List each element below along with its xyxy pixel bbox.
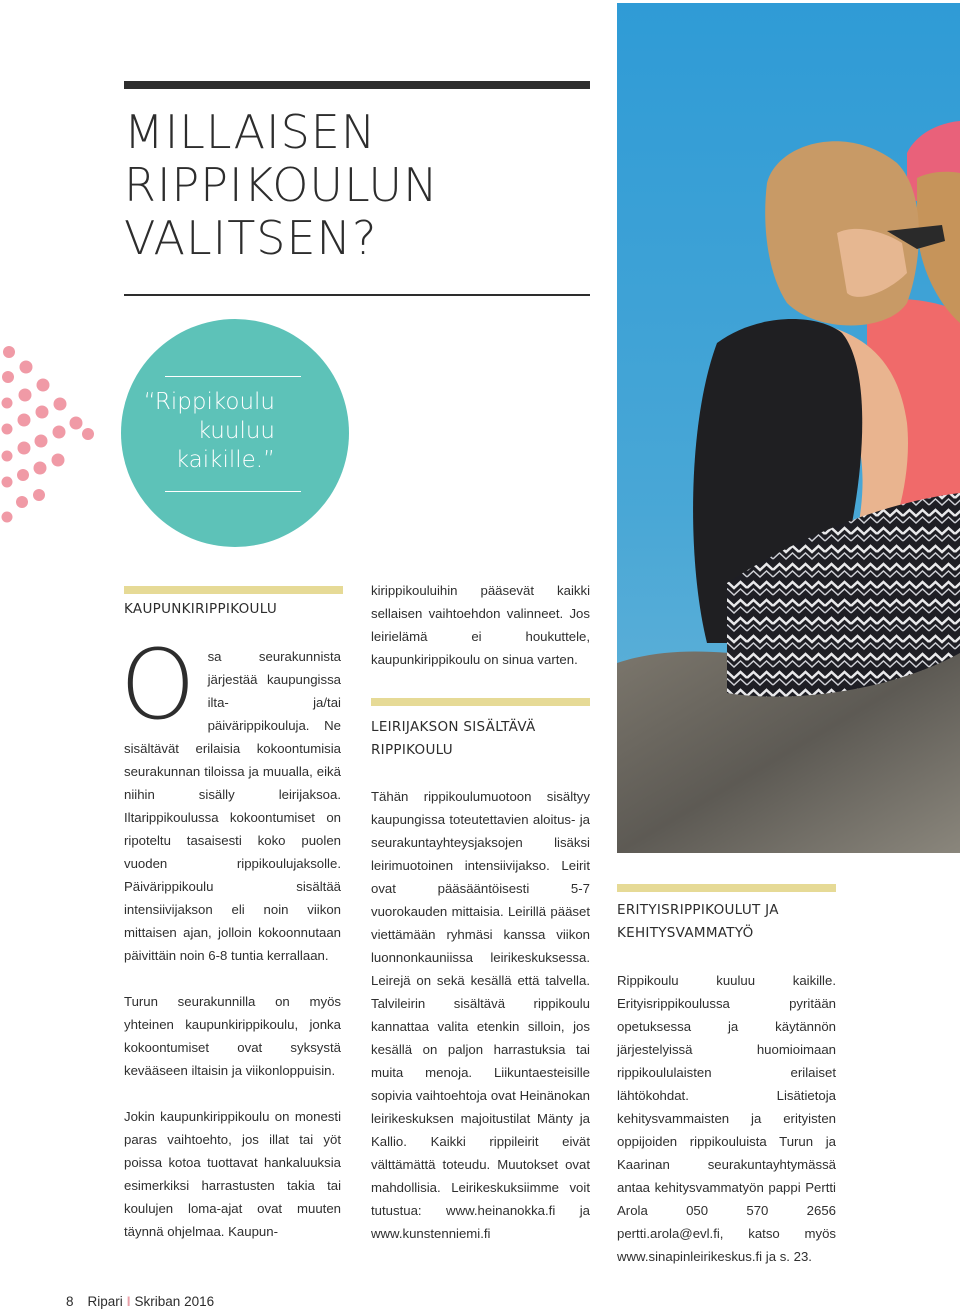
paragraph: Tähän rippikoulumuotoon sisältyy kaupungissa toteutettavien aloitus- ja seurakuntayhteysjaksojen lisäksi leirimuotoinen intensiivijakso. Leirit ovat pääsääntöisesti 5-7 vuorokauden mittaisia. Leirillä pääset viettämään ryhmäsi kanssa viikon luonnonkauniissa leirikeskuksessa. Leirejä on sekä kesällä että talvella. Talvileirin sisältävä rippikoulu kannattaa valita etenkin silloin, jos kesällä on paljon harrastuksia tai muita menoja. Liikuntaesteisille sopivia vaihtoehtoja ovat Heinänokan leirikeskuksen majoitustilat Mänty ja Kallio. Kaikki rippileirit eivät välttämättä toteudu. Muutokset ovat mahdollisia. Leirikeskuksiimme voit tutustua: www.heinanokka.fi ja www.kunstenniemi.fi [371, 789, 590, 1241]
drop-cap: O [120, 629, 196, 741]
decorative-dots [0, 340, 110, 530]
paragraph: Rippikoulu kuuluu kaikille. Erityisrippikoulussa pyritään opetuksessa ja käytännön järjestelyissä huomioimaan rippikoululaisten erilaiset lähtökohdat. Lisätietoja kehitysvammaisten ja erityisten oppijoiden rippikouluista Turun ja Kaarinan seurakuntayhtymässä antaa kehitysvammatyön pappi Pertti Arola 050 570 2656 pertti.arola@evl.fi, katso myös www.sinapinleirikeskus.fi ja s. 23. [617, 973, 836, 1264]
paragraph [120, 629, 341, 967]
page-footer [66, 1294, 214, 1309]
footer-separator: I [126, 1294, 131, 1309]
title-bottom-rule [124, 294, 590, 296]
pull-quote: “Rippikoulu kuuluu kaikille.” [143, 389, 275, 473]
paragraph: Jokin kaupunkirippikoulu on monesti paras vaihtoehto, jos illat tai yöt poissa kotoa tuottavat hankaluuksia esimerkiksi harrastusten takia tai koulujen loma-ajat ovat muuten täynnä ohjelmaa. Kaupun- [124, 1109, 341, 1239]
page-number: 8 [66, 1294, 74, 1309]
column-3 [617, 969, 836, 1268]
page-title: MILLAISEN RIPPIKOULUN VALITSEN? [124, 105, 439, 265]
publication-name: Ripari [87, 1294, 123, 1309]
section-heading-leirijakso: LEIRIJAKSON SISÄLTÄVÄ RIPPIKOULU [371, 719, 536, 758]
paragraph: kirippikouluihin pääsevät kaikki sellaisen vaihtoehdon valinneet. Jos leirielämä ei houkuttele, kaupunkirippikoulu on sinua varten. [371, 583, 590, 667]
section-bar-kaupunkirippikoulu [124, 586, 343, 594]
column-2 [371, 785, 590, 1245]
section-bar-leirijakso [371, 698, 590, 706]
paragraph: Turun seurakunnilla on myös yhteinen kaupunkirippikoulu, jonka kokoontumiset ovat syksystä kevääseen iltaisin ja viikonloppuisin. [124, 994, 341, 1078]
issue-name: Skriban 2016 [134, 1294, 215, 1309]
quote-top-rule [165, 376, 301, 377]
section-heading-kaupunkirippikoulu: KAUPUNKIRIPPIKOULU [124, 601, 278, 617]
quote-circle [121, 319, 349, 547]
section-bar-erityisrippikoulut [617, 884, 836, 892]
paragraph-text: sa seurakunnista järjestää kaupungissa ilta- ja/tai päivärippikouluja. Ne sisältävät erilaisia kokoontumisia seurakunnan tiloissa ja muualla, eikä niihin sisälly leirijaksoa. Iltarippikoulussa kokoontumiset on ripoteltu tasaisesti koko puolen vuoden rippikoulujaksolle. Päivärippikoulu sisältää intensiivijakson eli noin viikon mittaisen ajan, jolloin kokoonnutaan päivittäin noin 6-8 tuntia kerrallaan. [124, 649, 341, 963]
column-1 [120, 629, 341, 1243]
column-2-top [371, 579, 590, 671]
title-top-rule [124, 81, 590, 89]
hero-photo [617, 3, 960, 853]
quote-bottom-rule [165, 491, 301, 492]
section-heading-erityisrippikoulut: ERITYISRIPPIKOULUT JA KEHITYSVAMMATYÖ [617, 902, 779, 941]
